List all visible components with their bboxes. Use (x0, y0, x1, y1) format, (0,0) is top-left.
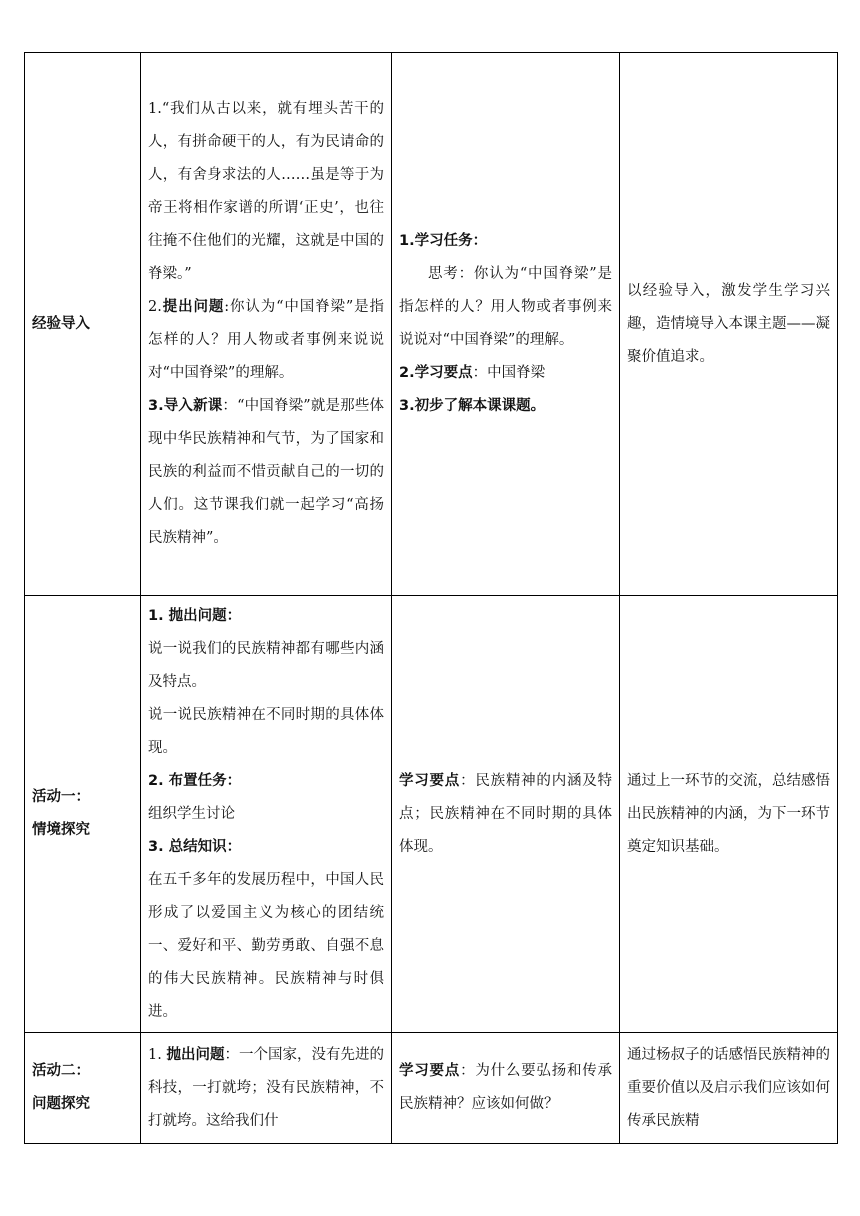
question-text: ：一个国家，没有先进的科技，一打就垮；没有民族精神，不打就垮。这给我们什 (148, 1046, 384, 1129)
design-intent-cell (620, 53, 838, 596)
student-activity-cell (392, 596, 620, 1033)
stage-cell (25, 596, 141, 1033)
intro-label: 3.导入新课 (148, 398, 223, 414)
intro-text: ：“中国脊梁”就是那些体现中华民族精神和气节，为了国家和民族的利益而不惜贡献自己的一切的人们。这节课我们就一起学习“高扬民族精神”。 (148, 398, 384, 546)
step-text: 说一说我们的民族精神都有哪些内涵及特点。 (148, 640, 384, 690)
stage-cell (25, 1033, 141, 1144)
stage-label-line1: 活动二： (32, 1063, 90, 1079)
item-number: 2. (148, 299, 162, 315)
quote-paragraph: 1.“我们从古以来，就有埋头苦干的人，有拼命硬干的人，有为民请命的人，有舍身求法的人……虽是等于为帝王将相作家谱的所谓‘正史’，也往往掩不住他们的光耀，这就是中国的脊梁。” (148, 101, 384, 282)
step-heading: 2. 布置任务： (148, 772, 242, 789)
design-intent-cell (620, 596, 838, 1033)
task-text: 思考：你认为“中国脊梁”是指怎样的人？用人物或者事例来说说对“中国脊梁”的理解。 (399, 266, 612, 348)
student-activity-cell (392, 53, 620, 596)
design-intent-text: 通过上一环节的交流，总结感悟出民族精神的内涵，为下一环节奠定知识基础。 (627, 772, 830, 855)
item-number: 1. (148, 1046, 167, 1063)
question-text: :你认为“中国脊梁”是指怎样的人？用人物或者事例来说说对“中国脊梁”的理解。 (148, 299, 384, 381)
table-row-activity-two (25, 1033, 838, 1144)
step-text: 在五千多年的发展历程中，中国人民形成了以爱国主义为核心的团结统一、爱好和平、勤劳勇敢、自强不息的伟大民族精神。民族精神与时俱进。 (148, 871, 384, 1020)
question-label: 提出问题 (161, 299, 225, 315)
stage-label: 经验导入 (32, 315, 90, 332)
key-point-text: ：为什么要弘扬和传承民族精神？应该如何做？ (399, 1063, 613, 1112)
task-heading: 1.学习任务： (399, 233, 488, 249)
step-heading: 3. 总结知识： (148, 838, 242, 855)
key-point-label: 学习要点 (399, 1063, 461, 1079)
design-intent-cell (620, 1033, 838, 1144)
design-intent-text: 以经验导入，激发学生学习兴趣，造情境导入本课主题——凝聚价值追求。 (627, 282, 830, 365)
question-paragraph (148, 291, 384, 390)
teacher-activity-cell (141, 596, 392, 1033)
intro-paragraph (148, 390, 384, 555)
lesson-plan-table (24, 52, 838, 1144)
key-point-label: 2.学习要点 (399, 365, 473, 381)
stage-label-line1: 活动一： (32, 789, 90, 805)
stage-cell (25, 53, 141, 596)
step-heading: 1. 抛出问题： (148, 607, 242, 624)
teacher-activity-cell (141, 53, 392, 596)
key-point-label: 学习要点 (399, 772, 461, 789)
understand-topic: 3.初步了解本课课题。 (399, 398, 546, 414)
teacher-activity-cell (141, 1033, 392, 1144)
question-label: 抛出问题 (166, 1046, 225, 1063)
key-point-text: ：中国脊梁 (472, 365, 546, 381)
step-text: 组织学生讨论 (148, 805, 235, 822)
student-activity-cell (392, 1033, 620, 1144)
key-point-text: ：民族精神的内涵及特点；民族精神在不同时期的具体体现。 (399, 772, 613, 855)
table-row-experience-intro (25, 53, 838, 596)
step-text: 说一说民族精神在不同时期的具体体现。 (148, 706, 384, 756)
stage-label-line2: 问题探究 (32, 1096, 90, 1112)
design-intent-text: 通过杨叔子的话感悟民族精神的重要价值以及启示我们应该如何传承民族精 (627, 1046, 830, 1129)
table-row-activity-one (25, 596, 838, 1033)
stage-label-line2: 情境探究 (32, 822, 90, 838)
